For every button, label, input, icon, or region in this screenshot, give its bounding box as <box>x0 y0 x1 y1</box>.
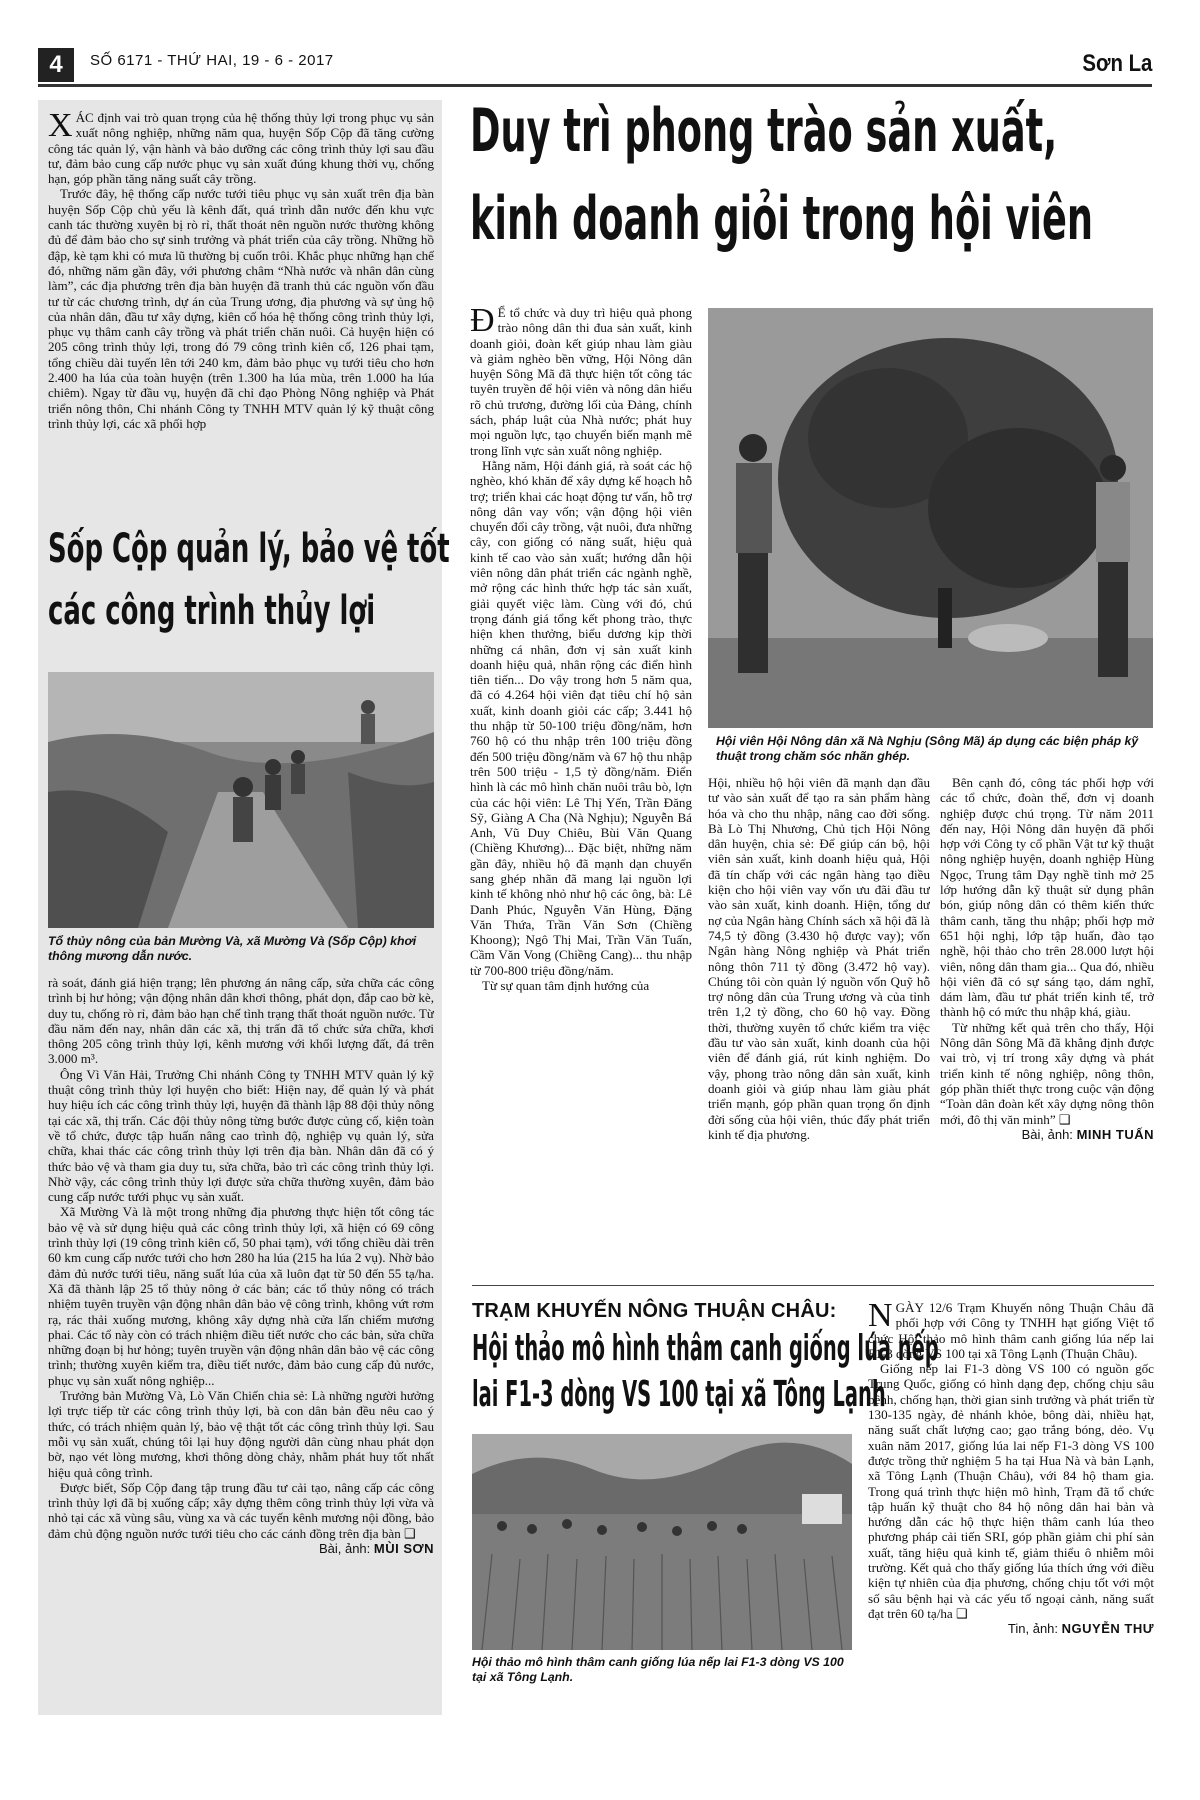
article3-title-line-1: Hội thảo mô hình thâm canh giống lúa nếp <box>472 1328 939 1369</box>
article3-title-line-2: lai F1-3 dòng VS 100 tại xã Tông Lạnh <box>472 1374 886 1415</box>
article1-title-line-1: Sốp Cộp quản lý, bảo vệ tốt <box>48 526 450 572</box>
rice-field-workshop-photo <box>472 1434 852 1650</box>
longan-orchard-photo <box>708 308 1153 728</box>
article3-byline: Tin, ảnh: NGUYỄN THƯ <box>1007 1621 1154 1637</box>
article1-para-4: Ông Vì Văn Hải, Trưởng Chi nhánh Công ty TNHH MTV quản lý kỹ thuật công trình thủy lợi huyện cho biết: Hiện nay, để quản lý và phát huy hiệu ích các công trình thủy lợi, huyện đã thành lập 88 đội thủy nông tại các xã, thị trấn. Các đội thủy nông từng bước được củng cố, kiện toàn về tổ chức, được tập huấn nâng cao trình độ, nghiệp vụ quản lý, sửa chữa, khai thác các công trình thủy lợi trên địa bàn. Nhân dân đã có ý thức bảo vệ và tham gia duy tu, sửa chữa, bảo trì các công trình thủy lợi. Nhờ vậy, các công trình thủy lợi được sửa chữa thường xuyên, đảm bảo cung cấp nước tưới phục vụ sản xuất. <box>48 1066 434 1205</box>
article3-dropcap: N <box>868 1300 893 1334</box>
article2-byline: Bài, ảnh: MINH TUẤN <box>1021 1126 1154 1142</box>
article1-para-6: Trưởng bản Mường Và, Lò Văn Chiến chia sẻ: Là những người hưởng lợi trực tiếp từ các công trình thủy lợi, bà con dân bản đều nêu cao ý thức, có trách nhiệm quản lý, bảo vệ thật tốt các công trình thủy lợi. Sau mỗi vụ sản xuất, chúng tôi lại huy động người dân cùng nhau phát dọn bờ, nạo vét lòng mương, khơi thông dòng chảy, nhằm phát huy tốt nhất hiệu quả công trình. <box>48 1388 434 1480</box>
irrigation-canal-photo <box>48 672 434 928</box>
article2-para-2: Hằng năm, Hội đánh giá, rà soát các hộ nghèo, khó khăn để xây dựng kế hoạch hỗ trợ; triển khai các hoạt động tư vấn, hỗ trợ nông dân vay vốn; vận động hội viên chuyển đổi cây trồng, vật nuôi, đưa những cây, con giống có năng suất, hiệu quả kinh tế cao vào sản xuất; hướng dẫn hội viên nông dân phát triển các ngành nghề, mở rộng các hình thức hợp tác sản xuất, giải quyết việc làm. Cùng với đó, chú trọng đánh giá tổng kết phong trào, thực hiện khen thưởng, biểu dương kịp thời những cá nhân, đơn vị sản xuất kinh doanh hiệu quả, nhân rộng các điển hình tiên tiến... Do vậy trong hơn 5 năm qua, đã có 4.264 hội viên đạt tiêu chí hộ sản xuất, kinh doanh giỏi các cấp; 3.441 hộ thu nhập từ 50-100 triệu đồng/năm, hơn 760 hộ có thu nhập trên 100 triệu đồng đến 500 triệu đồng/năm và 67 hộ thu nhập trên 500 triệu - 1,5 tỷ đồng/năm. Điển hình là các mô hình chăn nuôi trâu bò, lợn của các hội viên: Lê Thị Yến, Trần Đăng Sỹ, Giàng A Cha (Nà Nghịu); Nguyễn Bá Anh, Vũ Duy Chiêu, Bùi Văn Quang (Chiềng Khương)... Đặc biệt, những năm gần đây, nhiều hộ đã mạnh dạn chuyển sang ghép nhãn đã mang lại nguồn lợi kinh tế không nhỏ như hộ các ông, bà: Lê Danh Phúc, Nguyễn Văn Hùng, Đặng Văn Thứa, Trần Văn Sơn (Chiềng Khoong); Ngô Thị Mai, Trần Văn Tuấn, Cầm Văn Vong (Chiềng Cang)... thu nhập từ 700-800 triệu đồng/năm. <box>470 457 692 978</box>
section-name: Sơn La <box>1081 50 1152 77</box>
article3-kicker: TRẠM KHUYẾN NÔNG THUẬN CHÂU: <box>472 1300 837 1322</box>
article2-para-5: Bên cạnh đó, công tác phối hợp với các tổ chức, đoàn thể, đơn vị doanh nghiệp được chú trọng. Từ năm 2011 đến nay, Hội Nông dân huyện đã phối hợp với Công ty cổ phần Vật tư kỹ thuật nông nghiệp huyện, doanh nghiệp Hùng Ngọc, Trung tâm Dạy nghề tỉnh mở 25 lớp hướng dẫn kỹ thuật sử dụng phân bón, giúp nông dân có thêm kiến thức thâm canh, tăng thu nhập; phối hợp mở 651 hội nghị, lớp tập huấn, đào tạo nghề, hội thảo cho trên 28.000 lượt hội viên, nông dân tham gia... Qua đó, nhiều hội viên đã có sự sáng tạo, dám nghĩ, dám làm, đầu tư phát triển kinh tế, trở thành hộ có mức thu nhập khá, giàu. <box>940 775 1154 1020</box>
issue-date: SỐ 6171 - THỨ HAI, 19 - 6 - 2017 <box>90 52 334 69</box>
article1-para-7: Được biết, Sốp Cộp đang tập trung đầu tư cải tạo, nâng cấp các công trình thủy lợi đã bị xuống cấp; xây dựng thêm công trình thủy lợi vừa và nhỏ tại các xã vùng sâu, vùng xa và các tuyến kênh mương nội đồng, bảo đảm chủ động nguồn nước tưới tiêu cho các cánh đồng trên địa bàn ❑ <box>48 1479 434 1541</box>
header-rule <box>38 84 1152 87</box>
article2-col-2 <box>708 775 930 1275</box>
article1-para-3: rà soát, đánh giá hiện trạng; lên phương án nâng cấp, sửa chữa các công trình bị hư hỏng; vận động nhân dân khơi thông, phát dọn, đắp cao bờ kè, duy tu, chống rò rỉ, đảm bảo hạn chế tình trạng thất thoát nguồn nước. Từ đầu năm đến nay, nhân dân các xã, thị trấn đã tổ chức sửa chữa, khơi thông 205 công trình thủy lợi, kênh mương với khối lượng đất, đá trên 3.000 m³. <box>48 975 434 1067</box>
article2-para-4: Hội, nhiều hộ hội viên đã mạnh dạn đầu tư vào sản xuất để tạo ra sản phẩm hàng hóa và cho thu nhập, nâng cao đời sống. Bà Lò Thị Nhương, Chủ tịch Hội Nông dân huyện, chia sẻ: Để giúp cán bộ, hội viên sản xuất, kinh doanh hiệu quả, Hội đã tín chấp với các ngân hàng tạo điều kiện cho hội viên vay vốn ưu đãi đầu tư vào sản xuất, kinh doanh. Hiện, tổng dư nợ của Ngân hàng Chính sách xã hội đã là 74,5 tỷ đồng (3.430 hộ được vay); vốn Ngân hàng Nông nghiệp và Phát triển nông thôn 711 tỷ đồng (3.472 hộ vay). Chúng tôi còn quản lý nguồn vốn Quỹ hỗ trợ nông dân của Trung ương và của tỉnh trên 1,2 tỷ đồng, cho 60 hộ vay. Đồng thời, thường xuyên tổ chức kiểm tra việc đầu tư vào sản xuất, kinh doanh của hội viên để đánh giá, rút kinh nghiệm. Do vậy, phong trào nông dân sản xuất, kinh doanh giỏi và giúp nhau làm giàu phát triển mạnh, góp phần quan trọng ổn định đời sống của hội viên, thúc đẩy phát triển kinh tế địa phương. <box>708 775 930 1142</box>
article2-title-line-1: Duy trì phong trào sản xuất, <box>470 96 1058 166</box>
article3-para-2: Giống nếp lai F1-3 dòng VS 100 có nguồn gốc Trung Quốc, giống có hình dạng đẹp, chống chịu sâu bệnh, chống hạn, thời gian sinh trưởng và phát triển từ 130-135 ngày, đẻ nhánh khỏe, bông dài, nhiều hạt, năng suất chất lượng cao; gạo trắng bóng, dẻo. Vụ xuân năm 2017, giống lúa lai nếp F1-3 dòng VS 100 được trồng thử nghiệm 5 ha tại Hua Nà và bản Lạnh, xã Tông Lạnh (Thuận Châu), với 84 hộ tham gia. Trong quá trình thực hiện mô hình, Trạm đã tổ chức tập huấn kỹ thuật cho 84 hộ nông dân hai bản và hướng dẫn các hộ thực hiện thâm canh lúa theo phương pháp cải tiến SRI, góp phần giảm chi phí sản xuất, tăng hiệu quả kinh tế, giảm thiểu ô nhiễm môi trường. Kết quả cho thấy giống lúa thích ứng với điều kiện tự nhiên của địa phương, chống chịu tốt với một số sâu bệnh hại và các yếu tố ngoại cảnh, năng suất đạt trên 60 tạ/ha ❑ <box>868 1361 1154 1621</box>
page-number: 4 <box>38 48 74 82</box>
article-divider <box>472 1285 1154 1286</box>
article2-para-1: Đ Ể tổ chức và duy trì hiệu quả phong trào nông dân thi đua sản xuất, kinh doanh giỏi, đoàn kết giúp nhau làm giàu và giảm nghèo bền vững, Hội Nông dân huyện Sông Mã đã thực hiện tốt công tác tuyên truyền để hội viên và nông dân hiểu rõ chủ trương, đường lối của Đảng, chính sách, pháp luật của Nhà nước; phát huy mọi nguồn lực, tạo chuyển biến mạnh mẽ trong lĩnh vực sản xuất nông nghiệp. <box>470 305 692 458</box>
article1-photo <box>48 672 434 928</box>
article1-para-1: XÁC định vai trò quan trọng của hệ thống thủy lợi trong phục vụ sản xuất nông nghiệp, những năm qua, huyện Sốp Cộp đã tăng cường công tác quản lý, vận hành và bảo dưỡng các công trình thủy lợi sau đầu tư, đảm bảo cung cấp nước phục vụ sản xuất đúng khung thời vụ, chống hạn, góp phần tăng năng suất cây trồng. <box>48 110 434 187</box>
article2-photo-caption: Hội viên Hội Nông dân xã Nà Nghịu (Sông Mã) áp dụng các biện pháp kỹ thuật trong chăm sóc nhãn ghép. <box>716 734 1139 763</box>
article1-photo-caption: Tổ thủy nông của bản Mường Và, xã Mường Và (Sốp Cộp) khơi thông mương dẫn nước. <box>48 934 417 963</box>
article2-para-3: Từ sự quan tâm định hướng của <box>482 978 650 994</box>
article2-title-line-2: kinh doanh giỏi trong hội viên <box>470 184 1094 254</box>
article1-para-2: Trước đây, hệ thống cấp nước tưới tiêu phục vụ sản xuất trên địa bàn huyện Sốp Cộp chủ yếu là kênh đất, quá trình dẫn nước đến khu vực canh tác thường xuyên bị rò rỉ, thất thoát nên nguồn nước thường không đủ để đảm bảo cho sự sinh trưởng và phát triển của cây trồng. Những hồ đập, kè tạm khi có mưa lũ thường bị cuốn trôi. Khắc phục những hạn chế đó, những năm gần đây, với phương châm “Nhà nước và nhân dân cùng làm”, các địa phương trên địa bàn huyện đã tranh thủ các nguồn vốn đầu tư từ các chương trình, dự án của Trung ương, địa phương và sự ủng hộ của nhân dân, đầu tư xây dựng, kiên cố hóa hệ thống công trình thủy lợi, phục vụ thâm canh cây trồng và phát triển chăn nuôi. Cả huyện hiện có 205 công trình thủy lợi, trong đó 79 công trình kiên cố, 126 phai tạm, tổng chiều dài tuyến lên tới 240 km, đảm bảo phục vụ tưới tiêu cho hơn 2.400 ha lúa của toàn huyện (trên 1.300 ha lúa mùa, trên 1.000 ha lúa chiêm). Ngay từ đầu vụ, huyện đã chỉ đạo Phòng Nông nghiệp và Phát triển nông thôn, Chi nhánh Công ty TNHH MTV quản lý kỹ thuật công trình thủy lợi, các xã phối hợp <box>48 186 434 431</box>
article2-col-1 <box>470 305 692 1275</box>
article3-para-1: NGÀY 12/6 Trạm Khuyến nông Thuận Châu đã phối hợp với Công ty TNHH hạt giống Việt tổ chức Hội thảo mô hình thâm canh giống lúa nếp lai F1-3 dòng VS 100 tại xã Tông Lạnh (Thuận Châu). <box>868 1300 1154 1361</box>
article3-body <box>868 1300 1154 1712</box>
article2-col-3 <box>940 775 1154 1275</box>
article1-body <box>48 975 434 1710</box>
article1-byline: Bài, ảnh: MÙI SƠN <box>318 1540 434 1556</box>
article1-intro <box>48 110 434 515</box>
article1-title-line-2: các công trình thủy lợi <box>48 588 376 634</box>
article3-photo <box>472 1434 852 1650</box>
article2-para-6: Từ những kết quả trên cho thấy, Hội Nông dân Sông Mã đã khẳng định được vai trò, vị trí trong xây dựng và phát triển kinh tế nông nghiệp, nông thôn, góp phần thiết thực trong cuộc vận động “Toàn dân đoàn kết xây dựng nông thôn mới, đô thị văn minh” ❑ <box>940 1019 1154 1127</box>
article1-para-5: Xã Mường Và là một trong những địa phương thực hiện tốt công tác bảo vệ và sử dụng hiệu quả các công trình thủy lợi, xã hiện có 69 công trình thủy lợi (19 công trình kiên cố, 50 phai tạm), với tổng chiều dài trên 60 km cung cấp nước tưới cho hơn 280 ha lúa (215 ha lúa 2 vụ). Nhờ bảo đảm đủ nước tưới tiêu, năng suất lúa của xã luôn đạt từ 50 đến 55 tạ/ha. Xã đã thành lập 25 tổ thủy nông ở các bản; các tổ thủy nông có trách nhiệm tuyên truyền vận động nhân dân bảo vệ công trình, không vứt rơm rạ, rác thải xuống mương, không xây dựng nhà cửa lấn chiếm mương phai. Các tổ này còn có trách nhiệm điều tiết nước cho các bản, sửa chữa những đoạn bị hư hỏng; tuyên truyền vận động nhân dân bảo vệ các công trình; thường xuyên kiểm tra, điều tiết nước, đảm bảo cung cấp đủ nước, phục vụ sản xuất nông nghiệp... <box>48 1204 434 1388</box>
article2-dropcap: Đ <box>470 305 495 339</box>
article3-photo-caption: Hội thảo mô hình thâm canh giống lúa nếp lai F1-3 dòng VS 100 tại xã Tông Lạnh. <box>472 1655 844 1684</box>
article2-photo <box>708 308 1153 728</box>
article1-dropcap: X <box>48 110 73 144</box>
